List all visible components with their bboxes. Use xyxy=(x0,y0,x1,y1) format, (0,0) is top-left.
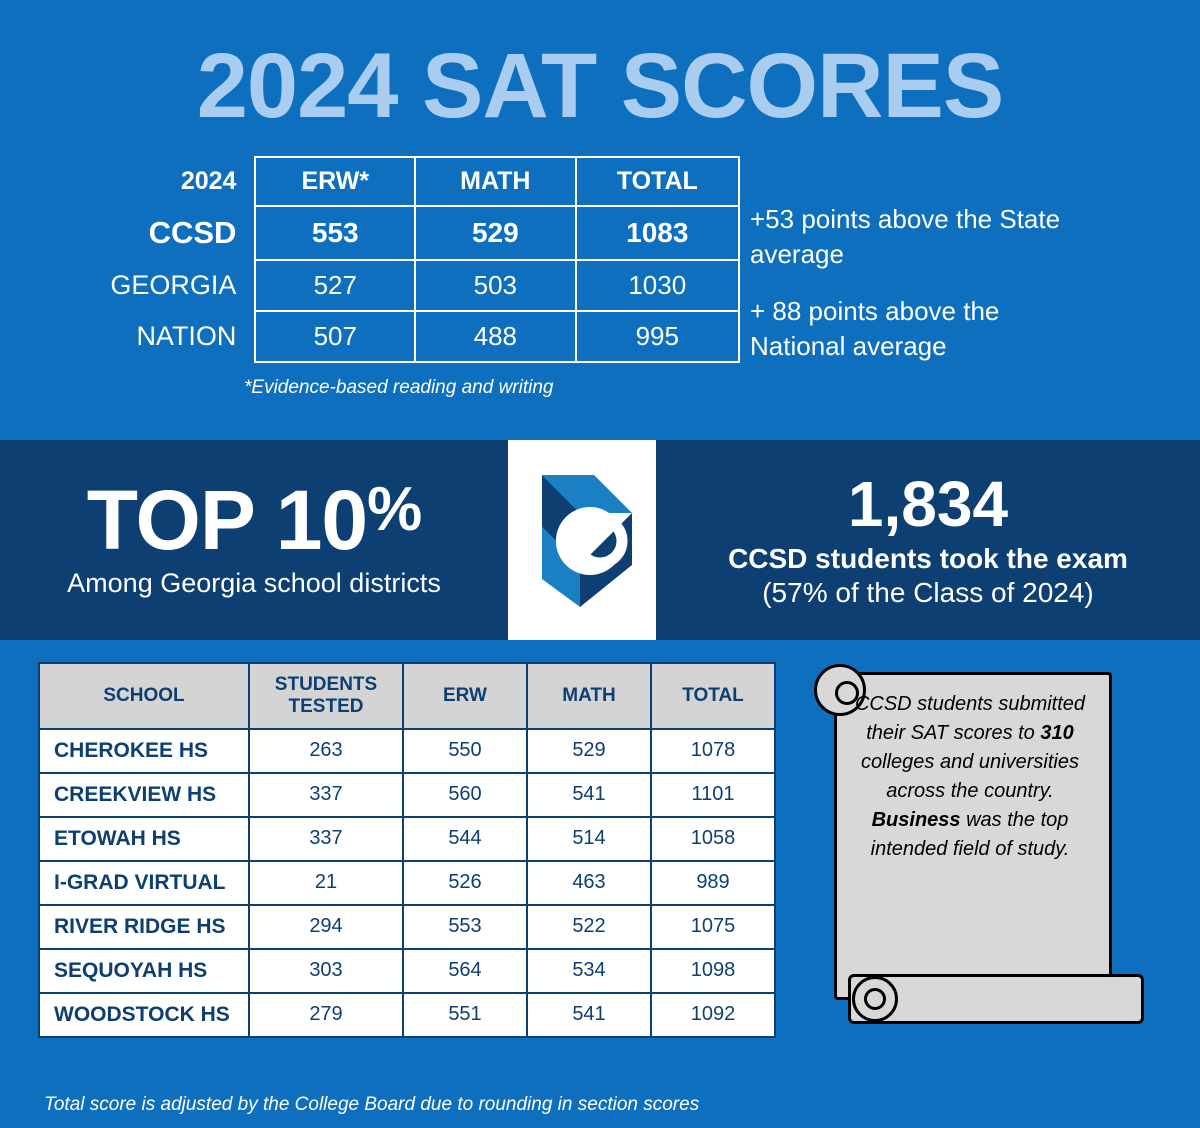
cell-erw: 526 xyxy=(403,861,527,905)
cell-total: 1098 xyxy=(651,949,775,993)
top-section xyxy=(0,0,1200,440)
table-row xyxy=(40,206,739,260)
table-row xyxy=(39,905,775,949)
district-comparison-table xyxy=(40,156,740,363)
table-row xyxy=(40,311,739,362)
scroll-text-part2: colleges and universities across the country. xyxy=(861,751,1079,802)
cell-total: 1075 xyxy=(651,905,775,949)
cell-school-name: CREEKVIEW HS xyxy=(39,773,249,817)
exam-takers-block xyxy=(656,468,1200,608)
cell-students-tested: 337 xyxy=(249,773,403,817)
table-row xyxy=(39,817,775,861)
cell-georgia-erw: 527 xyxy=(255,260,415,311)
scroll-graphic xyxy=(810,664,1140,1024)
cell-students-tested: 303 xyxy=(249,949,403,993)
column-header-students-tested: STUDENTS TESTED xyxy=(249,663,403,729)
cell-erw: 560 xyxy=(403,773,527,817)
percent-symbol: % xyxy=(367,474,422,544)
table-header-row xyxy=(39,663,775,729)
callout-national-average: + 88 points above the National average xyxy=(750,296,1000,362)
table-row xyxy=(39,773,775,817)
scroll-text xyxy=(850,690,1090,864)
cell-georgia-total: 1030 xyxy=(576,260,739,311)
row-label-georgia: GEORGIA xyxy=(110,270,237,300)
cell-math: 534 xyxy=(527,949,651,993)
cell-students-tested: 21 xyxy=(249,861,403,905)
table-row xyxy=(39,861,775,905)
scroll-bottom-curl-inner xyxy=(864,988,886,1010)
summary-corner-label: 2024 xyxy=(180,167,237,195)
row-label-ccsd: CCSD xyxy=(148,215,237,250)
cell-students-tested: 294 xyxy=(249,905,403,949)
column-header-erw: ERW* xyxy=(255,157,415,206)
scroll-text-part1: CCSD students submitted their SAT scores to xyxy=(854,693,1086,744)
scroll-text-part3: was the top intended field of study. xyxy=(870,809,1070,860)
cell-school-name: SEQUOYAH HS xyxy=(39,949,249,993)
cell-students-tested: 263 xyxy=(249,729,403,773)
exam-takers-count: 1,834 xyxy=(847,468,1009,541)
cell-math: 541 xyxy=(527,993,651,1037)
top-ten-subtitle: Among Georgia school districts xyxy=(67,568,441,599)
page-title: 2024 SAT SCORES xyxy=(196,35,1004,137)
cell-erw: 564 xyxy=(403,949,527,993)
cell-erw: 550 xyxy=(403,729,527,773)
table-row xyxy=(39,993,775,1037)
cell-ccsd-total: 1083 xyxy=(576,206,739,260)
cell-total: 1058 xyxy=(651,817,775,861)
logo-container xyxy=(508,440,656,640)
cell-school-name: ETOWAH HS xyxy=(39,817,249,861)
callouts-block xyxy=(750,202,1080,386)
cell-georgia-math: 503 xyxy=(415,260,575,311)
cell-erw: 544 xyxy=(403,817,527,861)
cell-school-name: CHEROKEE HS xyxy=(39,729,249,773)
summary-table-block xyxy=(40,156,740,399)
table-row xyxy=(40,260,739,311)
cell-total: 1101 xyxy=(651,773,775,817)
cell-math: 529 xyxy=(527,729,651,773)
top-ten-text: TOP 10 xyxy=(86,472,368,567)
column-header-math: MATH xyxy=(527,663,651,729)
highlight-band xyxy=(0,440,1200,640)
exam-takers-line1: CCSD students took the exam xyxy=(728,542,1128,574)
top-ten-block xyxy=(0,472,508,600)
summary-footnote: *Evidence-based reading and writing xyxy=(244,377,554,398)
bottom-note: Total score is adjusted by the College Board due to rounding in section scores xyxy=(44,1094,700,1115)
callout-state-average: +53 points above the State average xyxy=(750,204,1061,270)
cell-nation-math: 488 xyxy=(415,311,575,362)
column-header-school: SCHOOL xyxy=(39,663,249,729)
cell-students-tested: 279 xyxy=(249,993,403,1037)
cell-erw: 551 xyxy=(403,993,527,1037)
column-header-math: MATH xyxy=(415,157,575,206)
cell-total: 989 xyxy=(651,861,775,905)
cell-ccsd-erw: 553 xyxy=(255,206,415,260)
ccsd-logo-icon xyxy=(522,465,642,615)
scroll-colleges-count: 310 xyxy=(1040,722,1074,744)
cell-math: 514 xyxy=(527,817,651,861)
top-ten-percent xyxy=(0,472,508,567)
cell-math: 463 xyxy=(527,861,651,905)
cell-math: 541 xyxy=(527,773,651,817)
school-table-block xyxy=(0,662,776,1128)
cell-total: 1078 xyxy=(651,729,775,773)
cell-school-name: RIVER RIDGE HS xyxy=(39,905,249,949)
cell-ccsd-math: 529 xyxy=(415,206,575,260)
cell-total: 1092 xyxy=(651,993,775,1037)
table-header-row xyxy=(40,157,739,206)
cell-students-tested: 337 xyxy=(249,817,403,861)
cell-math: 522 xyxy=(527,905,651,949)
table-row xyxy=(39,949,775,993)
cell-nation-erw: 507 xyxy=(255,311,415,362)
column-header-total: TOTAL xyxy=(576,157,739,206)
bottom-section xyxy=(0,640,1200,1128)
cell-erw: 553 xyxy=(403,905,527,949)
exam-takers-line2: (57% of the Class of 2024) xyxy=(762,576,1094,608)
cell-school-name: I-GRAD VIRTUAL xyxy=(39,861,249,905)
column-header-erw: ERW xyxy=(403,663,527,729)
column-header-total: TOTAL xyxy=(651,663,775,729)
table-row xyxy=(39,729,775,773)
top-body xyxy=(0,156,1200,399)
scroll-top-field: Business xyxy=(871,809,961,831)
school-breakdown-table xyxy=(38,662,776,1038)
cell-nation-total: 995 xyxy=(576,311,739,362)
row-label-nation: NATION xyxy=(136,321,237,351)
cell-school-name: WOODSTOCK HS xyxy=(39,993,249,1037)
